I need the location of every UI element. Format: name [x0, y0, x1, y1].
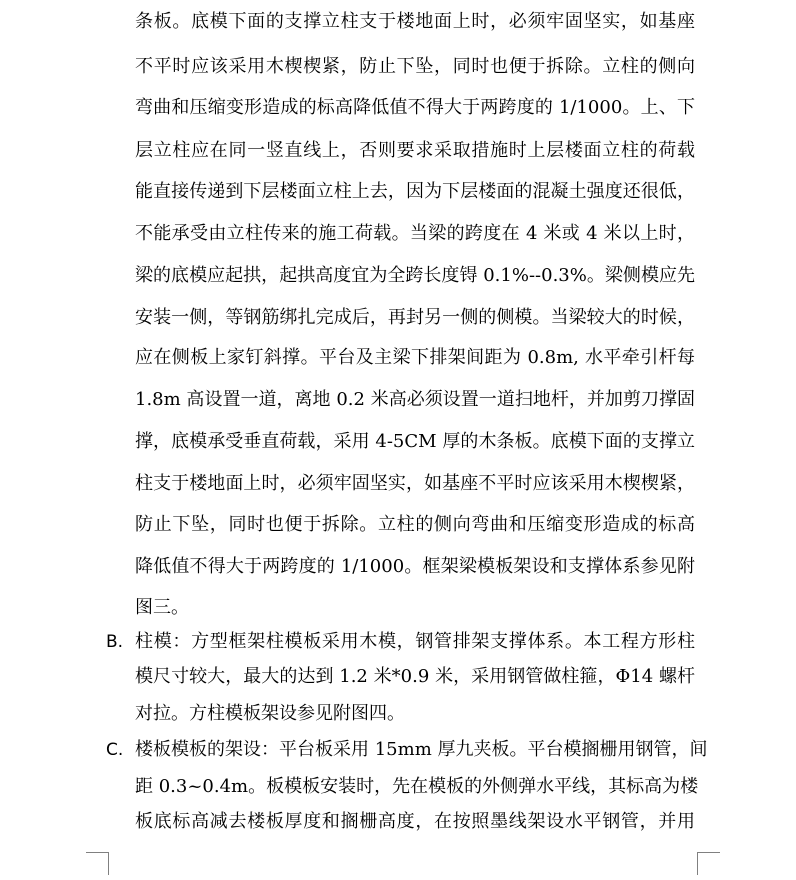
- paragraph-line: 1.8m 高设置一道，离地 0.2 米高必须设置一道扫地杆，并加剪刀撑固: [135, 389, 695, 410]
- list-marker: C.: [106, 740, 124, 760]
- list-item-line: 板底标高减去楼板厚度和搁栅高度，在按照墨线架设水平钢管，并用: [135, 811, 695, 832]
- paragraph-line: 梁的底模应起拱，起拱高度宜为全跨长度锝 0.1%--0.3%。梁侧模应先: [135, 265, 695, 286]
- crop-mark-bottom-left: [86, 852, 109, 875]
- list-item-line: 对拉。方柱模板架设参见附图四。: [135, 703, 405, 724]
- list-item-line: 距 0.3~0.4m。板模板安装时，先在模板的外侧弹水平线，其标高为楼: [135, 776, 699, 797]
- paragraph-line: 能直接传递到下层楼面立柱上去，因为下层楼面的混凝土强度还很低，: [135, 181, 695, 202]
- paragraph-line: 条板。底模下面的支撑立柱支于楼地面上时，必须牢固坚实，如基座: [135, 11, 695, 32]
- paragraph-line: 降低值不得大于两跨度的 1/1000。框架梁模板架设和支撑体系参见附: [135, 556, 695, 577]
- paragraph-line: 不平时应该采用木楔楔紧，防止下坠，同时也便于拆除。立柱的侧向: [135, 56, 695, 77]
- list-item-line: 模尺寸较大，最大的达到 1.2 米*0.9 米，采用钢管做柱箍，Φ14 螺杆: [135, 666, 695, 687]
- crop-mark-bottom-right: [697, 852, 720, 875]
- paragraph-line: 图三。: [135, 597, 189, 618]
- paragraph-line: 应在侧板上家钉斜撑。平台及主梁下排架间距为 0.8m, 水平牵引杆每: [135, 347, 695, 368]
- paragraph-line: 防止下坠，同时也便于拆除。立柱的侧向弯曲和压缩变形造成的标高: [135, 514, 695, 535]
- paragraph-line: 撑，底模承受垂直荷载，采用 4-5CM 厚的木条板。底模下面的支撑立: [135, 431, 695, 452]
- list-item-line: 柱模：方型框架柱模板采用木模，钢管排架支撑体系。本工程方形柱: [135, 631, 695, 652]
- paragraph-line: 柱支于楼地面上时，必须牢固坚实，如基座不平时应该采用木楔楔紧，: [135, 473, 695, 494]
- list-item-line: 楼板模板的架设：平台板采用 15mm 厚九夹板。平台模搁栅用钢管，间: [135, 739, 708, 760]
- list-marker: B.: [106, 632, 124, 652]
- paragraph-line: 弯曲和压缩变形造成的标高降低值不得大于两跨度的 1/1000。上、下: [135, 97, 695, 118]
- paragraph-line: 不能承受由立柱传来的施工荷载。当梁的跨度在 4 米或 4 米以上时，: [135, 223, 695, 244]
- paragraph-line: 层立柱应在同一竖直线上，否则要求采取措施时上层楼面立柱的荷载: [135, 140, 695, 161]
- paragraph-line: 安装一侧，等钢筋绑扎完成后，再封另一侧的侧模。当梁较大的时候，: [135, 307, 695, 328]
